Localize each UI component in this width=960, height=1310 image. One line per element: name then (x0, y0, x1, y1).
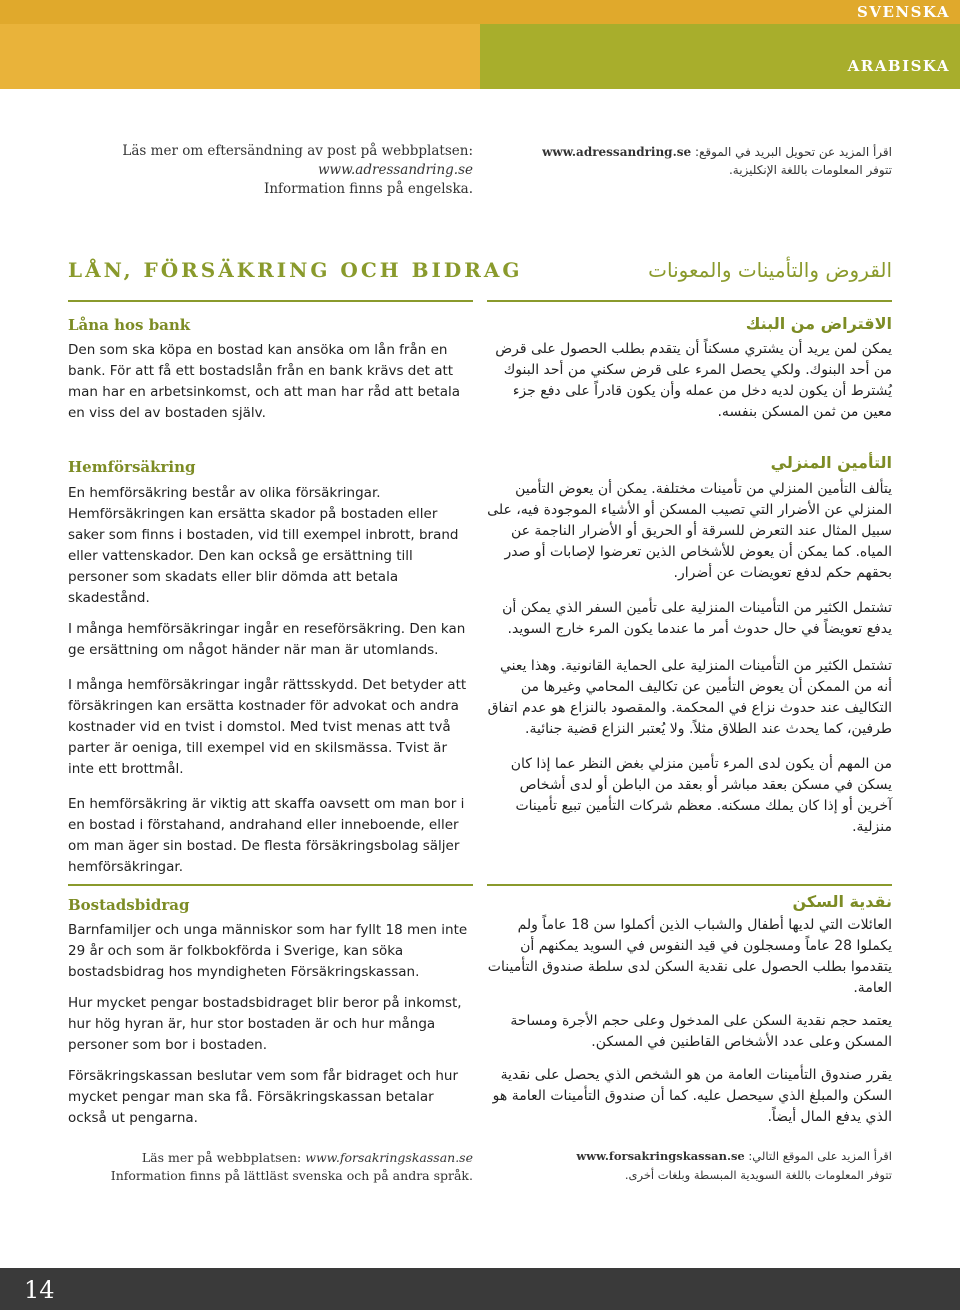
section-title-arabic: القروض والتأمينات والمعونات (648, 258, 892, 282)
section-title-swedish: LÅN, FÖRSÄKRING OCH BIDRAG (68, 258, 523, 282)
paragraph-home4-sv: En hemförsäkring är viktig att skaffa oavsett om man bor i en bostad i förstahand, andrahand eller inneboende, eller om man äger sin bostad. De flesta försäkringsbolag säljer hemförsäkringar. (68, 796, 465, 875)
footer-ar-url[interactable]: www.forsakringskassan.se (576, 1149, 745, 1163)
paragraph-home2-sv: I många hemförsäkringar ingår en reseförsäkring. Den kan ge ersättning om något händer när man är utomlands. (68, 621, 466, 658)
paragraph-bb2-sv: Hur mycket pengar bostadsbidraget blir beror på inkomst, hur hög hyran är, hur stor bostaden är och hur många personer som bor i bostaden. (68, 995, 462, 1053)
heading-bank-sv: Låna hos bank (68, 316, 191, 334)
footer-ar-line2: تتوفر المعلومات باللغة السويدية المبسطة وبلغات أخرى. (624, 1168, 892, 1182)
readmore-swedish (68, 142, 473, 199)
paragraph-bank-ar: يمكن لمن يريد أن يشتري مسكناً أن يتقدم بطلب الحصول على قرض من أحد البنوك. ولكي يحصل المرء على قرض سكني من أحد البنوك يُشترط أن يكون لديه دخل من عمله وأن يكون قادراً على دفع جزء معين من ثمن المسكن بنفسه. (495, 341, 892, 420)
footer-sv-prefix: Läs mer på webbplatsen: (141, 1150, 302, 1165)
swedish-bostadsbidrag (68, 896, 473, 1129)
heading-home-sv: Hemförsäkring (68, 458, 196, 476)
paragraph-bb1-sv: Barnfamiljer och unga människor som har fyllt 18 men inte 29 år och som är folkbokförda i Sverige, kan söka bostadsbidrag hos myndigheten Försäkringskassan. (68, 922, 468, 980)
title-rule-swedish (68, 300, 473, 302)
footer-ar-prefix: اقرأ المزيد على الموقع التالي: (748, 1149, 892, 1163)
readmore-ar-line2: تتوفر المعلومات باللغة الإنكليزية. (728, 163, 892, 177)
language-band-left-pane (0, 24, 480, 89)
arabic-bostadsbidrag (487, 892, 892, 1128)
language-band-swedish (0, 0, 960, 24)
footer-sv-url[interactable]: www.forsakringskassan.se (305, 1150, 473, 1165)
paragraph-bb1-ar: العائلات التي لديها أطفال والشباب الذين أكملوا سن 18 عاماً ولم يكملوا 28 عاماً ومسجلون في قيد النفوس في السويد يمكنهم أن يتقدموا بطلب الحصول على نقدية السكن لدى سلطة صندوق التأمينات العامة. (487, 917, 892, 996)
swedish-column (68, 316, 473, 878)
paragraph-home1-ar: يتألف التأمين المنزلي من تأمينات مختلفة. يمكن أن يعوض التأمين المنزلي عن الأضرار التي تصيب المسكن أو الأشياء الموجودة فيه، على سبيل المثال عند التعرض للسرقة أو الحريق أو الأضرار الناجمة عن المياه. كما يمكن أن يعوض للأشخاص الذين تعرضوا لإصابات أو صدر بحقهم حكم لدفع تعويضات عن أضرار. (487, 481, 892, 581)
heading-home-ar: التأمين المنزلي (770, 453, 892, 472)
footer-readmore-sv (68, 1149, 473, 1185)
title-rule-arabic (487, 300, 892, 302)
language-label-swedish: SVENSKA (856, 3, 950, 21)
footer-sv-line2: Information finns på lättläst svenska och på andra språk. (110, 1168, 473, 1183)
readmore-arabic (487, 143, 892, 179)
language-label-arabic: ARABISKA (847, 57, 950, 75)
paragraph-bb2-ar: يعتمد حجم نقدية السكن على المدخول وعلى حجم الأجرة ومساحة المسكن وعلى عدد الأشخاص القاطنين في المسكن. (510, 1013, 892, 1050)
heading-bostadsbidrag-ar: نقدية السكن (792, 892, 892, 911)
readmore-sv-line3: Information finns på engelska. (264, 181, 473, 197)
paragraph-home4-ar: من المهم أن يكون لدى المرء تأمين منزلي بغض النظر عما إذا كان يسكن في مسكن بعقد مباشر أو بعقد من الباطن أو لدى أشخاص آخرين أو إذا كان يملك مسكنه. معظم شركات التأمين تبيع تأمينات منزلية. (510, 756, 892, 835)
readmore-sv-url[interactable]: www.adressandring.se (317, 162, 473, 178)
bostadsbidrag-rule-sv (68, 884, 473, 886)
paragraph-home2-ar: تشتمل الكثير من التأمينات المنزلية على تأمين السفر الذي يمكن أن يدفع تعويضاً في حال حدوث أمر ما عندما يكون المرء خارج السويد. (502, 600, 892, 637)
readmore-ar-prefix: اقرأ المزيد عن تحويل البريد في الموقع: (694, 145, 892, 159)
paragraph-home3-ar: تشتمل الكثير من التأمينات المنزلية على الحماية القانونية. وهذا يعني أنه من الممكن أن يعوض التأمين عن تكاليف المحامي وغيرها من التكاليف عند حدوث نزاع في المحكمة. والمقصود بالنزاع هو عدم اتفاق طرفين، كما يحدث عند الطلاق مثلاً. ولا يُعتبر النزاع قضية جنائية. (487, 658, 892, 737)
readmore-sv-line1: Läs mer om eftersändning av post på webbplatsen: (122, 143, 473, 159)
paragraph-home3-sv: I många hemförsäkringar ingår rättsskydd. Det betyder att försäkringen kan ersätta kostnader för advokat och andra kostnader vid en tvist i domstol. Med tvist menas att två parter är oeniga, till exempel vid en skilsmässa. Tvist är inte ett brottmål. (68, 677, 467, 777)
arabic-column (487, 314, 892, 838)
heading-bostadsbidrag-sv: Bostadsbidrag (68, 896, 190, 914)
language-band-arabic (0, 24, 960, 89)
paragraph-home1-sv: En hemförsäkring består av olika försäkringar. Hemförsäkringen kan ersätta skador på bostaden eller saker som finns i bostaden, vid till exempel inbrott, brand eller vattenskador. Den kan också ge ersättning till personer som skadats eller blir dömda att betala skadestånd. (68, 485, 459, 606)
paragraph-bb3-sv: Försäkringskassan beslutar vem som får bidraget och hur mycket pengar man ska få. Försäkringskassan betalar också ut pengarna. (68, 1068, 459, 1126)
page-footer-bar (0, 1268, 960, 1310)
page-number: 14 (24, 1276, 55, 1304)
footer-readmore-ar (487, 1147, 892, 1185)
heading-bank-ar: الاقتراض من البنك (745, 314, 892, 333)
paragraph-bb3-ar: يقرر صندوق التأمينات العامة من هو الشخص الذي يحصل على نقدية السكن والمبلغ الذي سيحصل عليه. كما أن صندوق التأمينات العامة هو الذي يدفع المال أيضاً. (492, 1067, 892, 1125)
readmore-ar-url[interactable]: www.adressandring.se (542, 145, 692, 159)
bostadsbidrag-rule-ar (487, 884, 892, 886)
paragraph-bank-sv: Den som ska köpa en bostad kan ansöka om lån från en bank. För att få ett bostadslån från en bank krävs det att man har en arbetsinkomst, och att man har råd att betala en viss del av bostaden själv. (68, 342, 461, 421)
